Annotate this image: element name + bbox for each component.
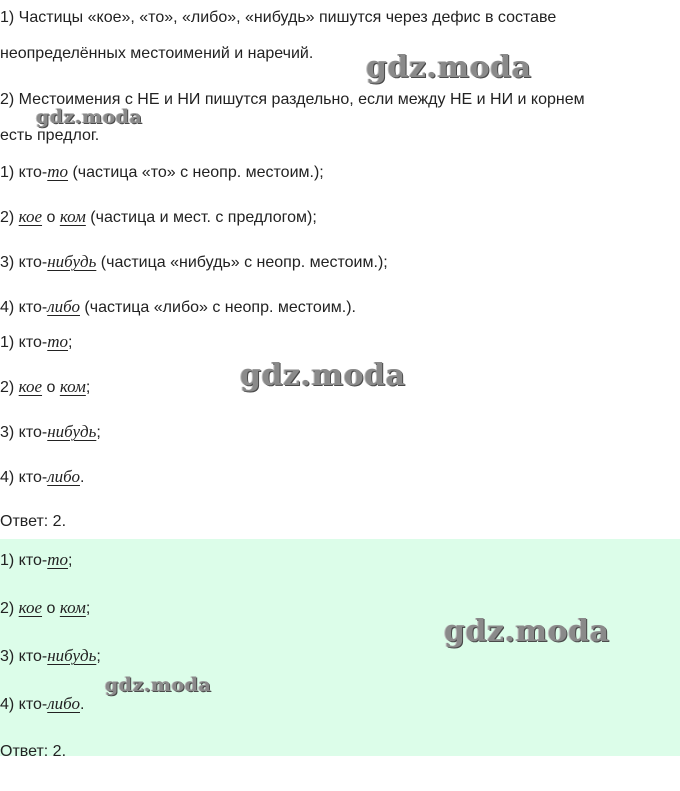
item-note: (частица и мест. с предлогом); — [85, 209, 317, 226]
item-end: . — [79, 469, 85, 486]
watermark-logo: gdz.moda — [105, 674, 212, 696]
item-prefix: 2) — [0, 600, 19, 617]
particle-word: нибудь — [47, 252, 97, 271]
particle-word: нибудь — [47, 646, 97, 665]
item-prefix: 3) кто- — [0, 254, 48, 271]
watermark-logo: gdz.moda — [366, 50, 532, 85]
item-prefix: 4) кто- — [0, 696, 48, 713]
particle-word: либо — [47, 297, 80, 316]
item-mid: о — [42, 600, 60, 617]
particle-word: то — [47, 550, 69, 569]
item-note: (частица «нибудь» с неопр. местоим.); — [96, 254, 388, 271]
explained-item — [0, 162, 324, 183]
watermark-logo: gdz.moda — [444, 614, 610, 649]
item-end: ; — [68, 552, 73, 569]
item-note: (частица «либо» с неопр. местоим.). — [79, 299, 356, 316]
item-prefix: 1) кто- — [0, 552, 48, 569]
pronoun-word: ком — [59, 207, 86, 226]
item-end: ; — [68, 334, 73, 351]
highlight-item — [0, 598, 90, 619]
item-end: ; — [96, 424, 101, 441]
answer-item — [0, 467, 84, 488]
item-prefix: 4) кто- — [0, 469, 48, 486]
highlight-item — [0, 694, 84, 715]
rule-1-line-1: 1) Частицы «кое», «то», «либо», «нибудь» пишутся через дефис в составе — [0, 9, 557, 26]
particle-word: кое — [18, 377, 43, 396]
pronoun-word: ком — [59, 598, 86, 617]
particle-word: либо — [47, 467, 80, 486]
pronoun-word: ком — [59, 377, 86, 396]
rule-1-line-2: неопределённых местоимений и наречий. — [0, 45, 314, 62]
explained-item — [0, 252, 388, 273]
item-prefix: 3) кто- — [0, 424, 48, 441]
particle-word: то — [47, 162, 69, 181]
rule-2-line-2: есть предлог. — [0, 127, 100, 144]
item-end: ; — [96, 648, 101, 665]
explained-item — [0, 297, 356, 318]
item-mid: о — [42, 209, 60, 226]
answer-text: Ответ: 2. — [0, 513, 67, 530]
rule-2-line-1: 2) Местоимения с НЕ и НИ пишутся раздельно, если между НЕ и НИ и корнем — [0, 91, 585, 108]
answer-item — [0, 377, 90, 398]
highlight-answer-text: Ответ: 2. — [0, 743, 67, 756]
item-note: (частица «то» с неопр. местоим.); — [68, 164, 324, 181]
particle-word: то — [47, 332, 69, 351]
item-end: ; — [85, 379, 91, 396]
particle-word: либо — [47, 694, 80, 713]
item-mid: о — [42, 379, 60, 396]
highlight-item — [0, 646, 101, 667]
explained-item — [0, 207, 317, 228]
watermark-logo: gdz.moda — [36, 106, 143, 128]
watermark-logo: gdz.moda — [240, 358, 406, 393]
item-prefix: 3) кто- — [0, 648, 48, 665]
answer-item — [0, 332, 72, 353]
answer-item — [0, 422, 101, 443]
item-prefix: 2) — [0, 379, 19, 396]
item-end: . — [79, 696, 85, 713]
particle-word: кое — [18, 207, 43, 226]
item-prefix: 1) кто- — [0, 164, 48, 181]
particle-word: кое — [18, 598, 43, 617]
item-prefix: 4) кто- — [0, 299, 48, 316]
item-prefix: 2) — [0, 209, 19, 226]
highlight-item — [0, 550, 72, 571]
particle-word: нибудь — [47, 422, 97, 441]
item-end: ; — [85, 600, 91, 617]
item-prefix: 1) кто- — [0, 334, 48, 351]
